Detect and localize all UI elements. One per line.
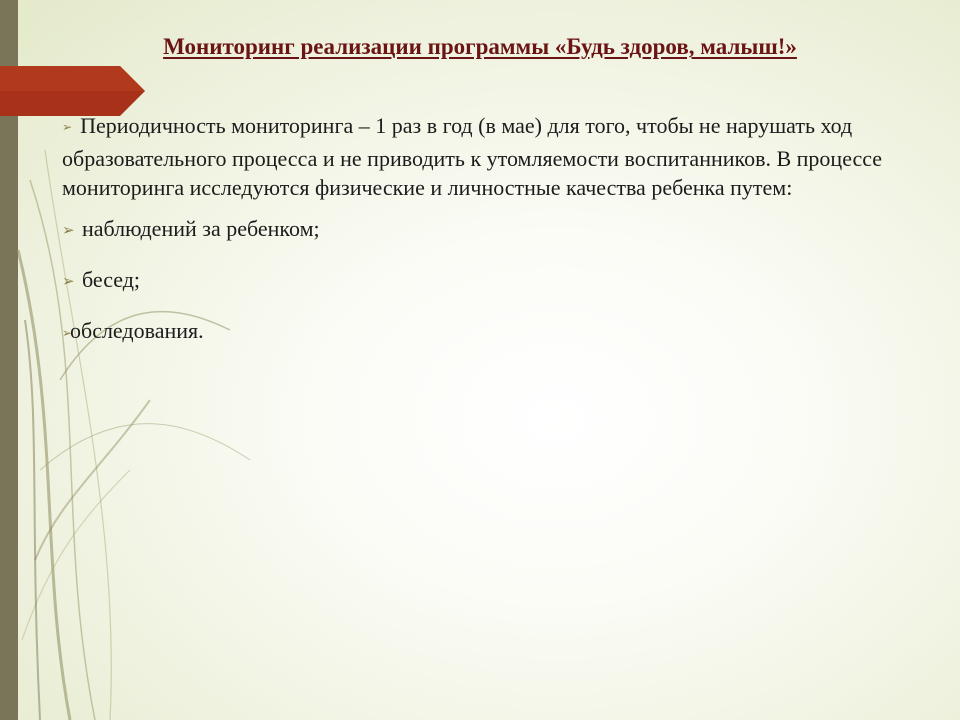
slide-title: Мониторинг реализации программы «Будь здоров, малыш!»	[163, 34, 797, 59]
check-arrow-icon: ➢	[62, 223, 75, 239]
list-item	[62, 316, 922, 349]
list-item-text: бесед;	[82, 267, 141, 292]
check-arrow-icon: ➢	[62, 326, 73, 340]
list-item	[62, 214, 922, 247]
check-arrow-icon: ➢	[62, 120, 73, 134]
list-item-text: наблюдений за ребенком;	[82, 216, 320, 241]
slide-content	[62, 111, 922, 367]
check-arrow-icon: ➢	[62, 274, 75, 290]
list-item-text: обследования.	[70, 318, 204, 343]
accent-banner	[0, 66, 150, 116]
list-item	[62, 265, 922, 298]
intro-paragraph: ➢ Периодичность мониторинга – 1 раз в год (в мае) для того, чтобы не нарушать ход образовательного процесса и не приводить к утомляемости воспитанников. В процессе мониторинга исследуются физические и личностные качества ребенка путем:	[62, 113, 883, 200]
